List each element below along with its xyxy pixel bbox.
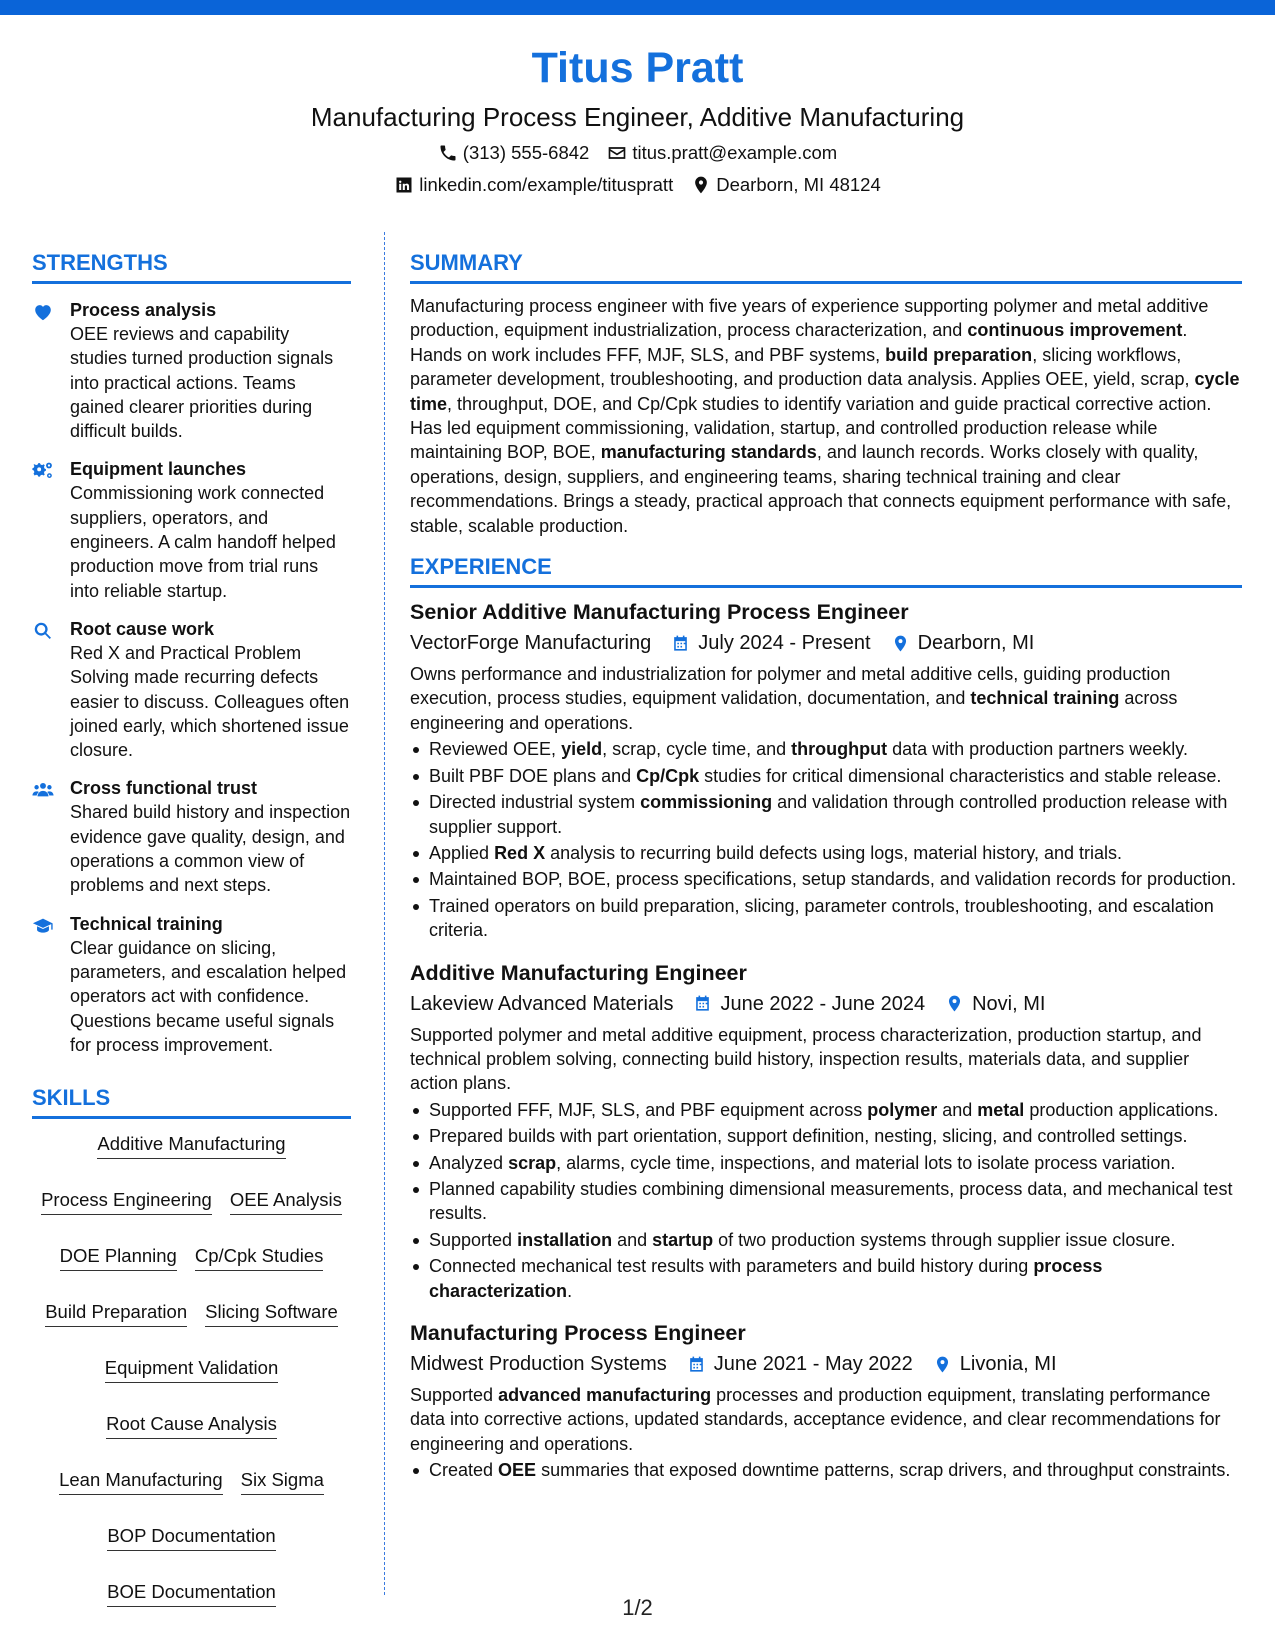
left-column	[32, 248, 351, 1607]
strength-desc: Red X and Practical Problem Solving made recurring defects easier to discuss. Colleagues often joined early, which shortened issue closure.	[70, 642, 350, 761]
skill-tag: Slicing Software	[205, 1299, 338, 1327]
bullet-item: Created OEE summaries that exposed downtime patterns, scrap drivers, and throughput constraints.	[410, 1458, 1242, 1482]
skill-tag: Build Preparation	[45, 1299, 187, 1327]
job-entry	[410, 1319, 1242, 1483]
graduation-cap-icon	[32, 915, 54, 937]
map-pin-icon	[933, 1355, 952, 1374]
calendar-icon	[693, 994, 712, 1013]
envelope-icon	[607, 143, 627, 163]
job-location: Dearborn, MI	[891, 628, 1035, 658]
strengths-heading: STRENGTHS	[32, 248, 351, 284]
map-pin-icon	[945, 994, 964, 1013]
contact-line-1	[0, 138, 1275, 168]
calendar-icon	[687, 1355, 706, 1374]
job-company: Lakeview Advanced Materials	[410, 992, 674, 1015]
strength-title: Root cause work	[70, 618, 215, 639]
skills-list	[32, 1131, 351, 1607]
contact-line-2	[0, 170, 1275, 200]
skill-tag: BOE Documentation	[107, 1579, 276, 1607]
job-description: Supported advanced manufacturing processes and production equipment, translating performance data into corrective actions, updated standards, acceptance evidence, and clear recommendations for engineering and operations.	[410, 1385, 1221, 1454]
bullet-item: Directed industrial system commissioning and validation through controlled production release with supplier support.	[410, 790, 1242, 839]
strength-title: Cross functional trust	[70, 778, 258, 799]
summary-text: Manufacturing process engineer with five years of experience supporting polymer and metal additive production, equipment industrialization, process characterization, and continuous improvement. Hands on work includes FFF, MJF, SLS, and PBF systems, build preparation, slicing workflows, parameter development, troubleshooting, and production data analysis. Applies OEE, yield, scrap, cycle time, throughput, DOE, and Cp/Cpk studies to identify variation and guide practical corrective action. Has led equipment commissioning, validation, startup, and controlled production release while maintaining BOP, BOE, manufacturing standards, and launch records. Works closely with quality, operations, design, suppliers, and engineering teams, sharing technical training and clear recommendations. Brings a steady, practical approach that connects equipment performance with safe, stable, scalable production.	[410, 296, 1240, 536]
skill-tag: DOE Planning	[60, 1243, 177, 1271]
bullet-item: Prepared builds with part orientation, support definition, nesting, slicing, and controlled settings.	[410, 1124, 1242, 1148]
contact-phone[interactable]	[438, 138, 590, 168]
contact-location	[691, 170, 881, 200]
strength-desc: Shared build history and inspection evidence gave quality, design, and operations a common view of problems and next steps.	[70, 802, 351, 896]
job-meta	[410, 1349, 1242, 1379]
bullet-item: Reviewed OEE, yield, scrap, cycle time, and throughput data with production partners weekly.	[410, 737, 1242, 761]
strength-title: Equipment launches	[70, 459, 247, 480]
bullet-item: Supported installation and startup of two production systems through supplier issue closure.	[410, 1228, 1242, 1252]
candidate-role: Manufacturing Process Engineer, Additive Manufacturing	[310, 102, 965, 132]
job-description: Supported polymer and metal additive equipment, process characterization, production startup, and technical problem solving, connecting build history, inspection results, materials data, and supplier action plans.	[410, 1024, 1202, 1094]
calendar-icon	[671, 634, 690, 653]
linkedin-text: linkedin.com/example/tituspratt	[419, 174, 674, 195]
top-accent-bar	[0, 0, 1275, 15]
job-company: VectorForge Manufacturing	[410, 632, 652, 655]
job-meta	[410, 989, 1242, 1019]
job-dates: July 2024 - Present	[671, 628, 870, 658]
page-number: 1/2	[622, 1595, 653, 1620]
users-icon	[32, 779, 54, 801]
job-title: Additive Manufacturing Engineer	[410, 960, 747, 985]
resume-header	[0, 38, 1275, 200]
job-bullets	[410, 1458, 1242, 1482]
skill-tag: Process Engineering	[41, 1187, 212, 1215]
skill-tag: Lean Manufacturing	[59, 1467, 223, 1495]
right-column	[410, 248, 1242, 1483]
strength-item	[32, 617, 351, 762]
skill-tag: Cp/Cpk Studies	[195, 1243, 324, 1271]
phone-text: (313) 555-6842	[462, 142, 590, 163]
job-title: Manufacturing Process Engineer	[410, 1321, 746, 1345]
strength-item	[32, 298, 351, 443]
linkedin-icon	[394, 175, 414, 195]
job-entry	[410, 598, 1242, 942]
skill-tag: OEE Analysis	[230, 1187, 342, 1215]
strength-item	[32, 776, 351, 897]
location-text: Dearborn, MI 48124	[716, 174, 881, 195]
job-meta	[410, 628, 1242, 658]
job-company: Midwest Production Systems	[410, 1353, 667, 1375]
gears-icon	[32, 460, 54, 482]
contact-email[interactable]	[607, 138, 837, 168]
bullet-item: Built PBF DOE plans and Cp/Cpk studies for critical dimensional characteristics and stable release.	[410, 764, 1242, 788]
job-bullets	[410, 737, 1242, 942]
strength-desc: Clear guidance on slicing, parameters, and escalation helped operators act with confidence. Questions became useful signals for process improvement.	[70, 937, 347, 1055]
bullet-item: Planned capability studies combining dimensional measurements, process data, and mechanical test results.	[410, 1177, 1242, 1226]
experience-heading: EXPERIENCE	[410, 552, 1242, 588]
job-location: Livonia, MI	[933, 1349, 1057, 1379]
skill-tag: Six Sigma	[241, 1467, 324, 1495]
job-entry	[410, 959, 1242, 1303]
strength-item	[32, 457, 351, 602]
bullet-item: Maintained BOP, BOE, process specifications, setup standards, and validation records for production.	[410, 867, 1242, 891]
map-pin-icon	[891, 634, 910, 653]
strength-desc: Commissioning work connected suppliers, operators, and engineers. A calm handoff helped production move from trial runs into reliable startup.	[70, 483, 336, 601]
job-bullets	[410, 1098, 1242, 1303]
bullet-item: Trained operators on build preparation, slicing, parameter controls, troubleshooting, and escalation criteria.	[410, 894, 1242, 943]
bullet-item: Applied Red X analysis to recurring build defects using logs, material history, and trials.	[410, 841, 1242, 865]
skill-tag: Equipment Validation	[105, 1355, 278, 1383]
strength-title: Process analysis	[70, 300, 217, 320]
email-text: titus.pratt@example.com	[632, 142, 838, 163]
skill-tag: BOP Documentation	[107, 1523, 275, 1551]
map-pin-icon	[691, 175, 711, 195]
phone-icon	[438, 143, 458, 163]
bullet-item: Analyzed scrap, alarms, cycle time, inspections, and material lots to isolate process variation.	[410, 1151, 1242, 1175]
skill-tag: Additive Manufacturing	[97, 1131, 285, 1159]
bullet-item: Connected mechanical test results with parameters and build history during process characterization.	[410, 1254, 1242, 1303]
strength-item	[32, 912, 351, 1057]
heart-icon	[32, 301, 54, 323]
column-divider	[384, 232, 385, 1595]
skill-tag: Root Cause Analysis	[106, 1411, 277, 1439]
job-title: Senior Additive Manufacturing Process Engineer	[410, 600, 909, 625]
job-dates: June 2022 - June 2024	[693, 989, 925, 1019]
skills-heading: SKILLS	[32, 1083, 351, 1119]
bullet-item: Supported FFF, MJF, SLS, and PBF equipment across polymer and metal production applications.	[410, 1098, 1242, 1122]
job-location: Novi, MI	[945, 989, 1045, 1019]
contact-linkedin[interactable]	[394, 170, 673, 200]
candidate-name: Titus Pratt	[531, 44, 744, 92]
job-dates: June 2021 - May 2022	[687, 1349, 913, 1379]
search-icon	[32, 620, 54, 642]
strength-title: Technical training	[70, 913, 223, 934]
job-description: Owns performance and industrialization for polymer and metal additive cells, guiding production execution, process studies, equipment validation, documentation, and technical training across engineering and operations.	[410, 664, 1178, 733]
summary-heading: SUMMARY	[410, 248, 1242, 284]
strength-desc: OEE reviews and capability studies turned production signals into practical actions. Teams gained clearer priorities during difficult builds.	[70, 324, 334, 442]
